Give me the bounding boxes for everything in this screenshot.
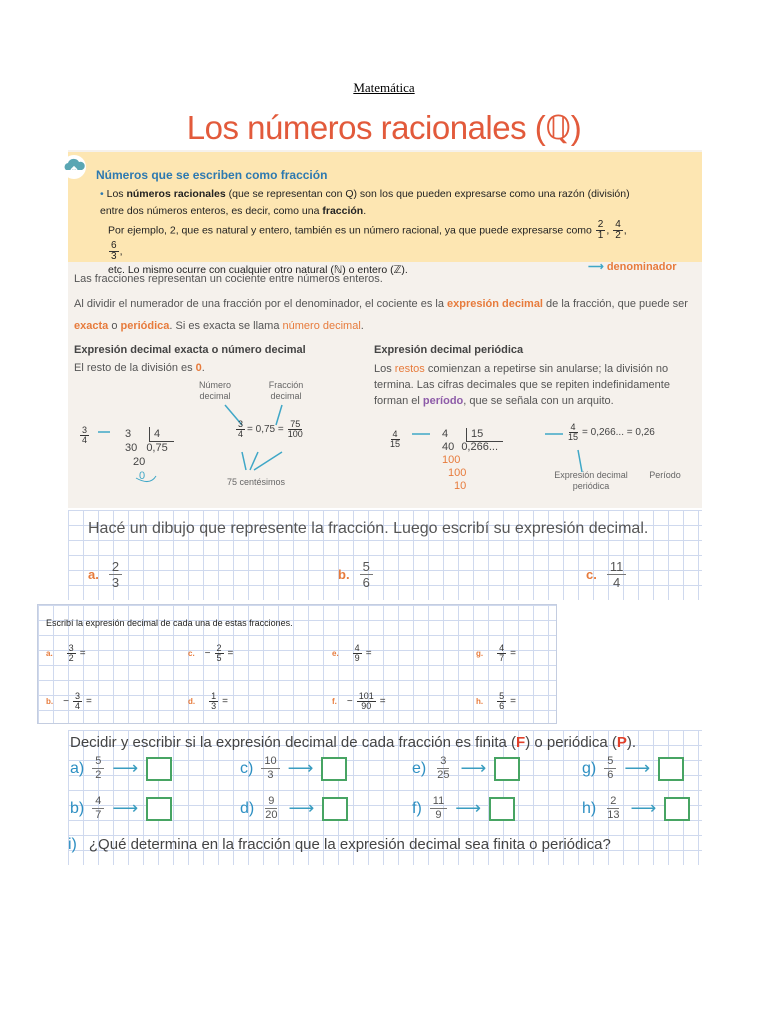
draw-item-a: a. 2 3	[88, 560, 122, 589]
arrow-icon: ⟶	[624, 758, 651, 778]
answer-box[interactable]	[321, 757, 347, 781]
arrow-icon: ⟶	[460, 758, 487, 778]
decimal-item: b. − $\frac{3}{4}$ =	[46, 691, 92, 711]
draw-item-c: c. 11 4	[586, 560, 626, 589]
draw-item-b: b. 5 6	[338, 560, 373, 589]
answer-box[interactable]	[494, 757, 520, 781]
periodic-heading: Expresión decimal periódica	[374, 344, 524, 356]
callout-paragraph-2: Por ejemplo, 2, que es natural y entero, también es un número racional, ya que puede expresarse como $\frac{2}{1}$ , $\frac{4}{2}$ , $\frac{6}{3}$ ,	[108, 219, 627, 262]
callout-text	[100, 186, 640, 279]
periodic-fraction: $\frac{4}{15}$	[390, 429, 401, 449]
answer-box[interactable]	[146, 797, 172, 821]
draw-instruction: Hacé un dibujo que represente la fracción. Luego escribí su expresión decimal.	[88, 520, 649, 537]
finite-item: d) 9 20 ⟶	[240, 796, 348, 821]
finite-instruction: Decidir y escribir si la expresión decimal de cada fracción es finita (F) o periódica (P).	[70, 734, 637, 751]
finite-item: h) 2 13 ⟶	[582, 796, 690, 821]
arrow-icon: ⟶	[288, 798, 315, 818]
finite-item: a) 5 2 ⟶	[70, 756, 172, 781]
decimal-item: a. $\frac{3}{2}$ =	[46, 643, 86, 663]
answer-box[interactable]	[322, 797, 348, 821]
finite-item: f) 11 9 ⟶	[412, 796, 515, 821]
finite-items	[70, 756, 710, 836]
decimal-item: c. − $\frac{2}{5}$ =	[188, 643, 234, 663]
answer-box[interactable]	[489, 797, 515, 821]
periodic-equation: $\frac{4}{15}$ = 0,266... = 0,26	[568, 422, 655, 442]
denominador-label: ⟶ denominador	[588, 261, 677, 273]
exact-fraction: $\frac{3}{4}$	[82, 425, 88, 445]
answer-box[interactable]	[658, 757, 684, 781]
callout-title: Números que se escriben como fracción	[96, 168, 328, 182]
decimal-items	[46, 644, 546, 724]
callout-paragraph-1: • Los números racionales (que se representan con Q) son los que pueden expresarse como una razón (división) entre dos números enteros, es decir, como una fracción.	[100, 188, 630, 217]
finite-item: e) 3 25 ⟶	[412, 756, 520, 781]
label-centesimos: 75 centésimos	[226, 477, 286, 487]
example-fraction: $\frac{4}{2}$	[615, 219, 621, 241]
exact-equation: $\frac{3}{4}$ = 0,75 = $\frac{75}{100}$	[238, 419, 303, 439]
example-fraction: $\frac{2}{1}$	[597, 219, 604, 241]
label-numero-decimal: Número decimal	[198, 380, 231, 401]
subject-heading: Matemática	[353, 80, 415, 95]
decimal-item: f. − $\frac{101}{90}$ =	[332, 691, 386, 711]
example-fraction: $\frac{6}{3}$	[111, 240, 117, 262]
periodic-division: 4 15 40 0,266... 100 100 10	[442, 428, 498, 493]
page-title: Los números racionales (ℚ)	[186, 109, 582, 146]
label-expresion-periodica: Expresión decimal periódica	[554, 470, 628, 491]
periodic-text: Los restos comienzan a repetirse sin anularse; la división no termina. Las cifras decimales que se repiten indefinidamente forman el período, que se señala con un arquito.	[374, 363, 670, 407]
decimal-item: h. $\frac{5}{6}$ =	[476, 691, 516, 711]
decimal-instruction: Escribí la expresión decimal de cada una de estas fracciones.	[46, 618, 293, 628]
arrow-icon: ⟶	[287, 758, 314, 778]
theory-line-2: Al dividir el numerador de una fracción por el denominador, el cociente es la expresión decimal de la fracción, que puede ser exacta o periódica. Si es exacta se llama número decimal.	[74, 298, 688, 332]
decimal-item: g. $\frac{4}{7}$ =	[476, 643, 516, 663]
finite-item: b) 4 7 ⟶	[70, 796, 172, 821]
exact-text: El resto de la división es 0.	[74, 362, 205, 374]
label-periodo: Período	[649, 470, 681, 480]
exact-division: 3 4 30 0,75 20 0	[125, 427, 168, 483]
theory-line-1: Las fracciones representan un cociente entre números enteros.	[74, 273, 383, 285]
answer-box[interactable]	[146, 757, 172, 781]
cloud-icon	[60, 154, 88, 180]
label-fraccion-decimal: Fracción decimal	[268, 380, 304, 401]
exact-heading: Expresión decimal exacta o número decimal	[74, 344, 306, 356]
answer-box[interactable]	[664, 797, 690, 821]
arrow-icon: ⟶	[455, 798, 482, 818]
decimal-item: e. $\frac{4}{9}$ =	[332, 643, 372, 663]
arrow-icon: ⟶	[630, 798, 657, 818]
decimal-item: d. $\frac{1}{3}$ =	[188, 691, 228, 711]
arrow-icon: ⟶	[112, 798, 139, 818]
callout-paragraph-3: etc. Lo mismo ocurre con cualquier otro natural (ℕ) o entero (ℤ).	[108, 264, 408, 276]
finite-item: g) 5 6 ⟶	[582, 756, 684, 781]
question-i: i) ¿Qué determina en la fracción que la expresión decimal sea finita o periódica?	[68, 836, 611, 853]
finite-item: c) 10 3 ⟶	[240, 756, 347, 781]
arrow-icon: ⟶	[112, 758, 139, 778]
